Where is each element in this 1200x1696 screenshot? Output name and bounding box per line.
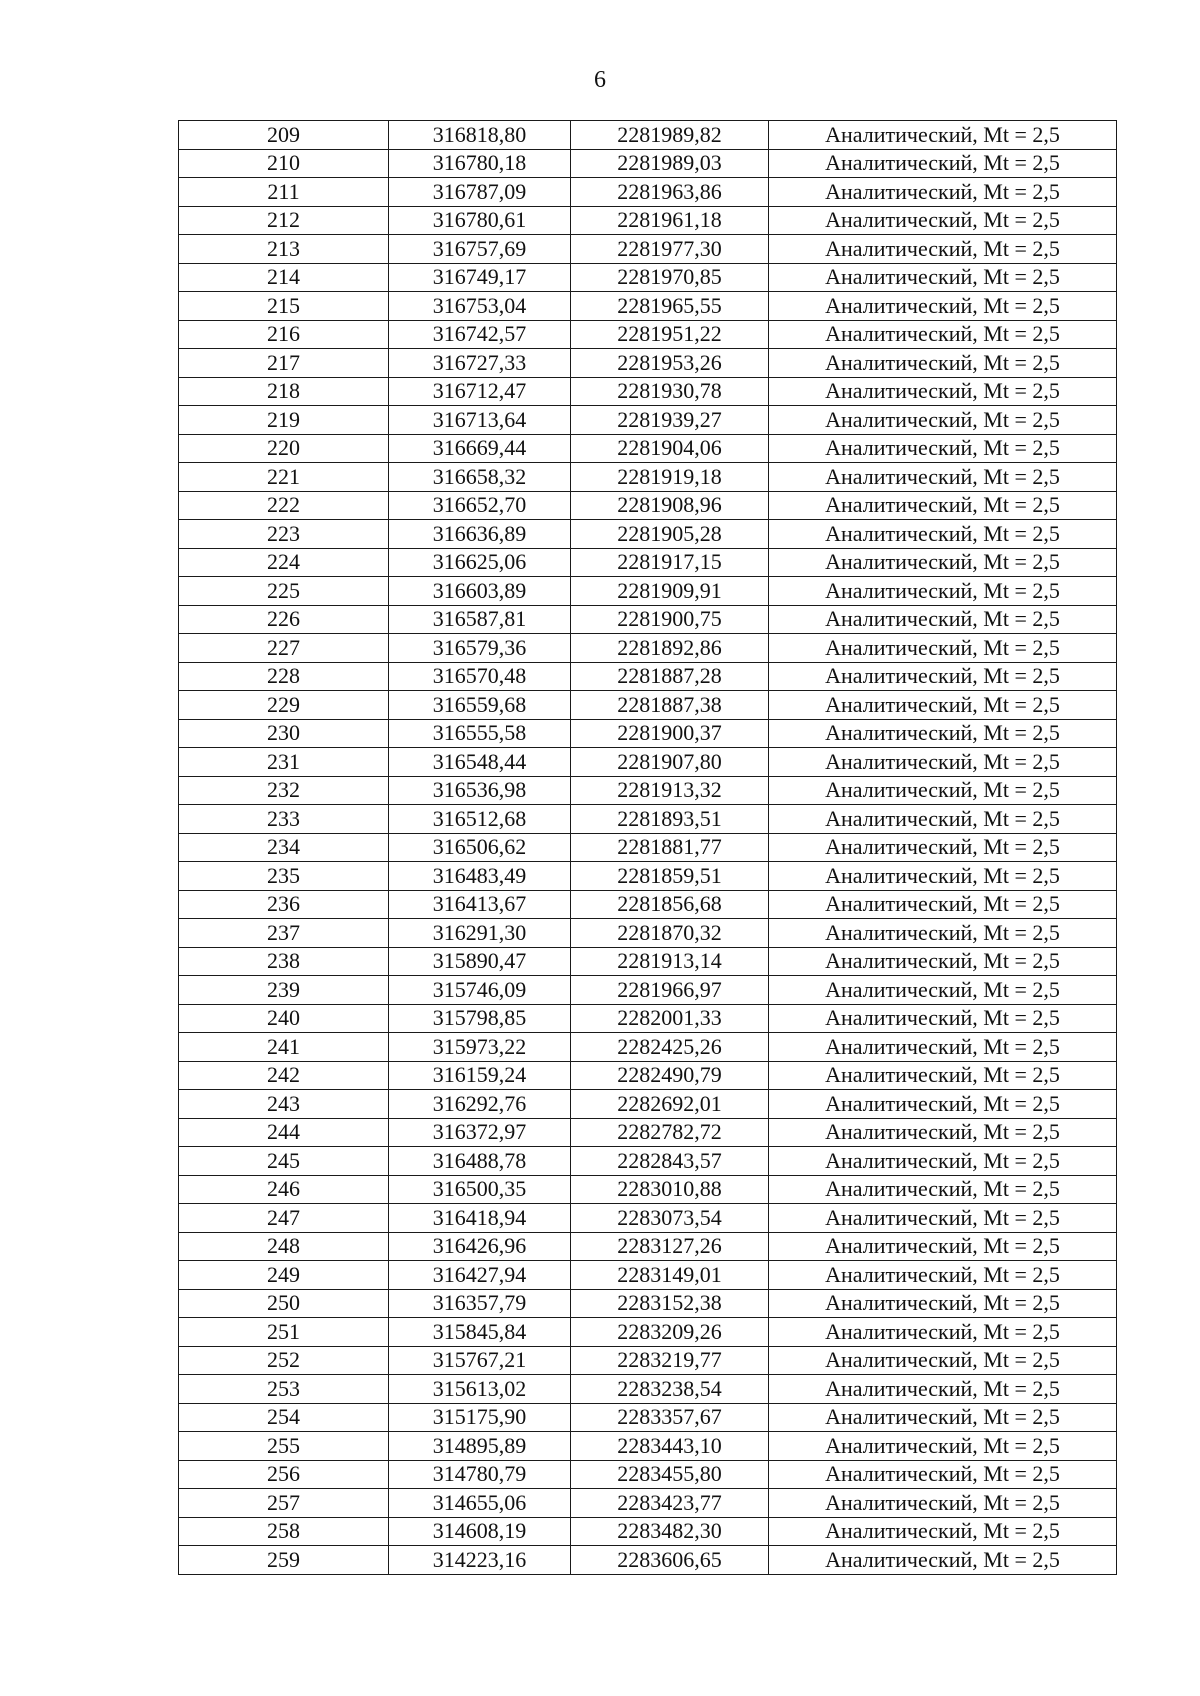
point-number-cell: 211 — [179, 178, 389, 207]
method-cell: Аналитический, Mt = 2,5 — [769, 1004, 1117, 1033]
point-number-cell: 253 — [179, 1375, 389, 1404]
method-cell: Аналитический, Mt = 2,5 — [769, 1175, 1117, 1204]
table-row — [179, 1061, 1117, 1090]
point-number-cell: 216 — [179, 320, 389, 349]
x-coordinate-cell: 316636,89 — [389, 520, 571, 549]
method-cell: Аналитический, Mt = 2,5 — [769, 1261, 1117, 1290]
table-row — [179, 520, 1117, 549]
point-number-cell: 213 — [179, 235, 389, 264]
x-coordinate-cell: 316587,81 — [389, 605, 571, 634]
table-row — [179, 1460, 1117, 1489]
y-coordinate-cell: 2283606,65 — [571, 1546, 769, 1575]
method-cell: Аналитический, Mt = 2,5 — [769, 548, 1117, 577]
method-cell: Аналитический, Mt = 2,5 — [769, 235, 1117, 264]
y-coordinate-cell: 2281913,14 — [571, 947, 769, 976]
x-coordinate-cell: 316570,48 — [389, 662, 571, 691]
y-coordinate-cell: 2281892,86 — [571, 634, 769, 663]
coordinates-table-body — [179, 121, 1117, 1575]
y-coordinate-cell: 2282782,72 — [571, 1118, 769, 1147]
point-number-cell: 242 — [179, 1061, 389, 1090]
y-coordinate-cell: 2281887,28 — [571, 662, 769, 691]
x-coordinate-cell: 316372,97 — [389, 1118, 571, 1147]
point-number-cell: 218 — [179, 377, 389, 406]
table-row — [179, 1403, 1117, 1432]
table-row — [179, 178, 1117, 207]
table-row — [179, 548, 1117, 577]
method-cell: Аналитический, Mt = 2,5 — [769, 719, 1117, 748]
x-coordinate-cell: 316512,68 — [389, 805, 571, 834]
method-cell: Аналитический, Mt = 2,5 — [769, 406, 1117, 435]
x-coordinate-cell: 316427,94 — [389, 1261, 571, 1290]
x-coordinate-cell: 316500,35 — [389, 1175, 571, 1204]
x-coordinate-cell: 316291,30 — [389, 919, 571, 948]
point-number-cell: 226 — [179, 605, 389, 634]
x-coordinate-cell: 316536,98 — [389, 776, 571, 805]
point-number-cell: 259 — [179, 1546, 389, 1575]
y-coordinate-cell: 2281893,51 — [571, 805, 769, 834]
x-coordinate-cell: 316483,49 — [389, 862, 571, 891]
method-cell: Аналитический, Mt = 2,5 — [769, 947, 1117, 976]
method-cell: Аналитический, Mt = 2,5 — [769, 149, 1117, 178]
point-number-cell: 221 — [179, 463, 389, 492]
point-number-cell: 214 — [179, 263, 389, 292]
table-row — [179, 1004, 1117, 1033]
point-number-cell: 224 — [179, 548, 389, 577]
method-cell: Аналитический, Mt = 2,5 — [769, 121, 1117, 150]
table-row — [179, 805, 1117, 834]
method-cell: Аналитический, Mt = 2,5 — [769, 1318, 1117, 1347]
method-cell: Аналитический, Mt = 2,5 — [769, 890, 1117, 919]
y-coordinate-cell: 2281989,03 — [571, 149, 769, 178]
y-coordinate-cell: 2281909,91 — [571, 577, 769, 606]
y-coordinate-cell: 2281963,86 — [571, 178, 769, 207]
point-number-cell: 252 — [179, 1346, 389, 1375]
x-coordinate-cell: 316357,79 — [389, 1289, 571, 1318]
x-coordinate-cell: 316742,57 — [389, 320, 571, 349]
x-coordinate-cell: 316413,67 — [389, 890, 571, 919]
table-row — [179, 1118, 1117, 1147]
x-coordinate-cell: 316559,68 — [389, 691, 571, 720]
point-number-cell: 240 — [179, 1004, 389, 1033]
y-coordinate-cell: 2281965,55 — [571, 292, 769, 321]
x-coordinate-cell: 316506,62 — [389, 833, 571, 862]
y-coordinate-cell: 2282425,26 — [571, 1033, 769, 1062]
table-row — [179, 605, 1117, 634]
y-coordinate-cell: 2283423,77 — [571, 1489, 769, 1518]
method-cell: Аналитический, Mt = 2,5 — [769, 349, 1117, 378]
table-row — [179, 776, 1117, 805]
table-row — [179, 1033, 1117, 1062]
y-coordinate-cell: 2281881,77 — [571, 833, 769, 862]
point-number-cell: 254 — [179, 1403, 389, 1432]
x-coordinate-cell: 316727,33 — [389, 349, 571, 378]
method-cell: Аналитический, Mt = 2,5 — [769, 463, 1117, 492]
point-number-cell: 255 — [179, 1432, 389, 1461]
y-coordinate-cell: 2281939,27 — [571, 406, 769, 435]
method-cell: Аналитический, Mt = 2,5 — [769, 776, 1117, 805]
table-row — [179, 1489, 1117, 1518]
x-coordinate-cell: 315798,85 — [389, 1004, 571, 1033]
method-cell: Аналитический, Mt = 2,5 — [769, 862, 1117, 891]
point-number-cell: 230 — [179, 719, 389, 748]
y-coordinate-cell: 2282843,57 — [571, 1147, 769, 1176]
y-coordinate-cell: 2281977,30 — [571, 235, 769, 264]
y-coordinate-cell: 2281859,51 — [571, 862, 769, 891]
y-coordinate-cell: 2281870,32 — [571, 919, 769, 948]
point-number-cell: 237 — [179, 919, 389, 948]
point-number-cell: 219 — [179, 406, 389, 435]
method-cell: Аналитический, Mt = 2,5 — [769, 1375, 1117, 1404]
y-coordinate-cell: 2281970,85 — [571, 263, 769, 292]
table-row — [179, 235, 1117, 264]
point-number-cell: 250 — [179, 1289, 389, 1318]
method-cell: Аналитический, Mt = 2,5 — [769, 691, 1117, 720]
method-cell: Аналитический, Mt = 2,5 — [769, 206, 1117, 235]
point-number-cell: 249 — [179, 1261, 389, 1290]
table-row — [179, 662, 1117, 691]
table-row — [179, 862, 1117, 891]
table-row — [179, 1432, 1117, 1461]
method-cell: Аналитический, Mt = 2,5 — [769, 634, 1117, 663]
point-number-cell: 238 — [179, 947, 389, 976]
table-row — [179, 149, 1117, 178]
method-cell: Аналитический, Mt = 2,5 — [769, 1118, 1117, 1147]
x-coordinate-cell: 316780,61 — [389, 206, 571, 235]
point-number-cell: 251 — [179, 1318, 389, 1347]
point-number-cell: 247 — [179, 1204, 389, 1233]
x-coordinate-cell: 315890,47 — [389, 947, 571, 976]
x-coordinate-cell: 316658,32 — [389, 463, 571, 492]
method-cell: Аналитический, Mt = 2,5 — [769, 491, 1117, 520]
table-row — [179, 491, 1117, 520]
x-coordinate-cell: 316555,58 — [389, 719, 571, 748]
x-coordinate-cell: 316818,80 — [389, 121, 571, 150]
table-row — [179, 434, 1117, 463]
x-coordinate-cell: 315973,22 — [389, 1033, 571, 1062]
point-number-cell: 220 — [179, 434, 389, 463]
table-row — [179, 577, 1117, 606]
method-cell: Аналитический, Mt = 2,5 — [769, 605, 1117, 634]
method-cell: Аналитический, Mt = 2,5 — [769, 320, 1117, 349]
x-coordinate-cell: 316757,69 — [389, 235, 571, 264]
table-row — [179, 1318, 1117, 1347]
table-row — [179, 919, 1117, 948]
table-row — [179, 890, 1117, 919]
table-row — [179, 719, 1117, 748]
method-cell: Аналитический, Mt = 2,5 — [769, 434, 1117, 463]
y-coordinate-cell: 2281919,18 — [571, 463, 769, 492]
point-number-cell: 233 — [179, 805, 389, 834]
x-coordinate-cell: 316669,44 — [389, 434, 571, 463]
y-coordinate-cell: 2281856,68 — [571, 890, 769, 919]
table-row — [179, 463, 1117, 492]
point-number-cell: 239 — [179, 976, 389, 1005]
x-coordinate-cell: 315845,84 — [389, 1318, 571, 1347]
y-coordinate-cell: 2281917,15 — [571, 548, 769, 577]
point-number-cell: 212 — [179, 206, 389, 235]
point-number-cell: 243 — [179, 1090, 389, 1119]
table-row — [179, 349, 1117, 378]
y-coordinate-cell: 2283149,01 — [571, 1261, 769, 1290]
table-row — [179, 1517, 1117, 1546]
y-coordinate-cell: 2281900,37 — [571, 719, 769, 748]
point-number-cell: 215 — [179, 292, 389, 321]
x-coordinate-cell: 316292,76 — [389, 1090, 571, 1119]
point-number-cell: 245 — [179, 1147, 389, 1176]
x-coordinate-cell: 314655,06 — [389, 1489, 571, 1518]
x-coordinate-cell: 314608,19 — [389, 1517, 571, 1546]
y-coordinate-cell: 2283209,26 — [571, 1318, 769, 1347]
method-cell: Аналитический, Mt = 2,5 — [769, 976, 1117, 1005]
table-row — [179, 1375, 1117, 1404]
y-coordinate-cell: 2281904,06 — [571, 434, 769, 463]
table-row — [179, 1175, 1117, 1204]
method-cell: Аналитический, Mt = 2,5 — [769, 1460, 1117, 1489]
y-coordinate-cell: 2283238,54 — [571, 1375, 769, 1404]
point-number-cell: 231 — [179, 748, 389, 777]
coordinates-table — [178, 120, 1117, 1575]
method-cell: Аналитический, Mt = 2,5 — [769, 520, 1117, 549]
point-number-cell: 222 — [179, 491, 389, 520]
method-cell: Аналитический, Mt = 2,5 — [769, 292, 1117, 321]
y-coordinate-cell: 2281905,28 — [571, 520, 769, 549]
x-coordinate-cell: 316488,78 — [389, 1147, 571, 1176]
point-number-cell: 234 — [179, 833, 389, 862]
table-row — [179, 292, 1117, 321]
point-number-cell: 229 — [179, 691, 389, 720]
x-coordinate-cell: 316652,70 — [389, 491, 571, 520]
x-coordinate-cell: 316787,09 — [389, 178, 571, 207]
x-coordinate-cell: 316625,06 — [389, 548, 571, 577]
x-coordinate-cell: 316780,18 — [389, 149, 571, 178]
method-cell: Аналитический, Mt = 2,5 — [769, 577, 1117, 606]
method-cell: Аналитический, Mt = 2,5 — [769, 1147, 1117, 1176]
table-row — [179, 1090, 1117, 1119]
method-cell: Аналитический, Mt = 2,5 — [769, 1033, 1117, 1062]
y-coordinate-cell: 2283455,80 — [571, 1460, 769, 1489]
point-number-cell: 232 — [179, 776, 389, 805]
x-coordinate-cell: 315767,21 — [389, 1346, 571, 1375]
y-coordinate-cell: 2283482,30 — [571, 1517, 769, 1546]
point-number-cell: 225 — [179, 577, 389, 606]
x-coordinate-cell: 316603,89 — [389, 577, 571, 606]
table-row — [179, 263, 1117, 292]
table-row — [179, 406, 1117, 435]
y-coordinate-cell: 2281908,96 — [571, 491, 769, 520]
point-number-cell: 256 — [179, 1460, 389, 1489]
table-row — [179, 320, 1117, 349]
y-coordinate-cell: 2283219,77 — [571, 1346, 769, 1375]
point-number-cell: 257 — [179, 1489, 389, 1518]
table-row — [179, 377, 1117, 406]
point-number-cell: 246 — [179, 1175, 389, 1204]
table-row — [179, 691, 1117, 720]
method-cell: Аналитический, Mt = 2,5 — [769, 1204, 1117, 1233]
table-row — [179, 1204, 1117, 1233]
x-coordinate-cell: 316713,64 — [389, 406, 571, 435]
point-number-cell: 209 — [179, 121, 389, 150]
y-coordinate-cell: 2282001,33 — [571, 1004, 769, 1033]
method-cell: Аналитический, Mt = 2,5 — [769, 919, 1117, 948]
page-number: 6 — [594, 67, 606, 93]
method-cell: Аналитический, Mt = 2,5 — [769, 178, 1117, 207]
x-coordinate-cell: 316749,17 — [389, 263, 571, 292]
table-row — [179, 121, 1117, 150]
y-coordinate-cell: 2281887,38 — [571, 691, 769, 720]
y-coordinate-cell: 2281966,97 — [571, 976, 769, 1005]
y-coordinate-cell: 2281900,75 — [571, 605, 769, 634]
x-coordinate-cell: 316753,04 — [389, 292, 571, 321]
method-cell: Аналитический, Mt = 2,5 — [769, 1090, 1117, 1119]
method-cell: Аналитический, Mt = 2,5 — [769, 748, 1117, 777]
x-coordinate-cell: 315613,02 — [389, 1375, 571, 1404]
table-row — [179, 976, 1117, 1005]
y-coordinate-cell: 2283010,88 — [571, 1175, 769, 1204]
table-row — [179, 833, 1117, 862]
method-cell: Аналитический, Mt = 2,5 — [769, 1517, 1117, 1546]
method-cell: Аналитический, Mt = 2,5 — [769, 1289, 1117, 1318]
y-coordinate-cell: 2281989,82 — [571, 121, 769, 150]
method-cell: Аналитический, Mt = 2,5 — [769, 1232, 1117, 1261]
method-cell: Аналитический, Mt = 2,5 — [769, 1403, 1117, 1432]
point-number-cell: 258 — [179, 1517, 389, 1546]
method-cell: Аналитический, Mt = 2,5 — [769, 833, 1117, 862]
y-coordinate-cell: 2282692,01 — [571, 1090, 769, 1119]
x-coordinate-cell: 316418,94 — [389, 1204, 571, 1233]
y-coordinate-cell: 2281913,32 — [571, 776, 769, 805]
y-coordinate-cell: 2281951,22 — [571, 320, 769, 349]
x-coordinate-cell: 314780,79 — [389, 1460, 571, 1489]
x-coordinate-cell: 315746,09 — [389, 976, 571, 1005]
y-coordinate-cell: 2283357,67 — [571, 1403, 769, 1432]
x-coordinate-cell: 316579,36 — [389, 634, 571, 663]
method-cell: Аналитический, Mt = 2,5 — [769, 1061, 1117, 1090]
method-cell: Аналитический, Mt = 2,5 — [769, 377, 1117, 406]
table-row — [179, 1261, 1117, 1290]
y-coordinate-cell: 2281930,78 — [571, 377, 769, 406]
y-coordinate-cell: 2281961,18 — [571, 206, 769, 235]
y-coordinate-cell: 2282490,79 — [571, 1061, 769, 1090]
point-number-cell: 236 — [179, 890, 389, 919]
table-row — [179, 1546, 1117, 1575]
table-row — [179, 1147, 1117, 1176]
point-number-cell: 227 — [179, 634, 389, 663]
point-number-cell: 241 — [179, 1033, 389, 1062]
table-row — [179, 1346, 1117, 1375]
x-coordinate-cell: 315175,90 — [389, 1403, 571, 1432]
point-number-cell: 228 — [179, 662, 389, 691]
method-cell: Аналитический, Mt = 2,5 — [769, 1489, 1117, 1518]
y-coordinate-cell: 2281953,26 — [571, 349, 769, 378]
x-coordinate-cell: 316548,44 — [389, 748, 571, 777]
method-cell: Аналитический, Mt = 2,5 — [769, 1432, 1117, 1461]
y-coordinate-cell: 2283127,26 — [571, 1232, 769, 1261]
y-coordinate-cell: 2283443,10 — [571, 1432, 769, 1461]
point-number-cell: 217 — [179, 349, 389, 378]
x-coordinate-cell: 314223,16 — [389, 1546, 571, 1575]
point-number-cell: 223 — [179, 520, 389, 549]
x-coordinate-cell: 316712,47 — [389, 377, 571, 406]
x-coordinate-cell: 314895,89 — [389, 1432, 571, 1461]
table-row — [179, 206, 1117, 235]
x-coordinate-cell: 316159,24 — [389, 1061, 571, 1090]
method-cell: Аналитический, Mt = 2,5 — [769, 263, 1117, 292]
point-number-cell: 244 — [179, 1118, 389, 1147]
method-cell: Аналитический, Mt = 2,5 — [769, 662, 1117, 691]
y-coordinate-cell: 2283073,54 — [571, 1204, 769, 1233]
table-row — [179, 634, 1117, 663]
point-number-cell: 248 — [179, 1232, 389, 1261]
point-number-cell: 235 — [179, 862, 389, 891]
y-coordinate-cell: 2281907,80 — [571, 748, 769, 777]
y-coordinate-cell: 2283152,38 — [571, 1289, 769, 1318]
method-cell: Аналитический, Mt = 2,5 — [769, 805, 1117, 834]
table-row — [179, 1232, 1117, 1261]
method-cell: Аналитический, Mt = 2,5 — [769, 1346, 1117, 1375]
x-coordinate-cell: 316426,96 — [389, 1232, 571, 1261]
method-cell: Аналитический, Mt = 2,5 — [769, 1546, 1117, 1575]
point-number-cell: 210 — [179, 149, 389, 178]
table-row — [179, 748, 1117, 777]
table-row — [179, 1289, 1117, 1318]
table-row — [179, 947, 1117, 976]
